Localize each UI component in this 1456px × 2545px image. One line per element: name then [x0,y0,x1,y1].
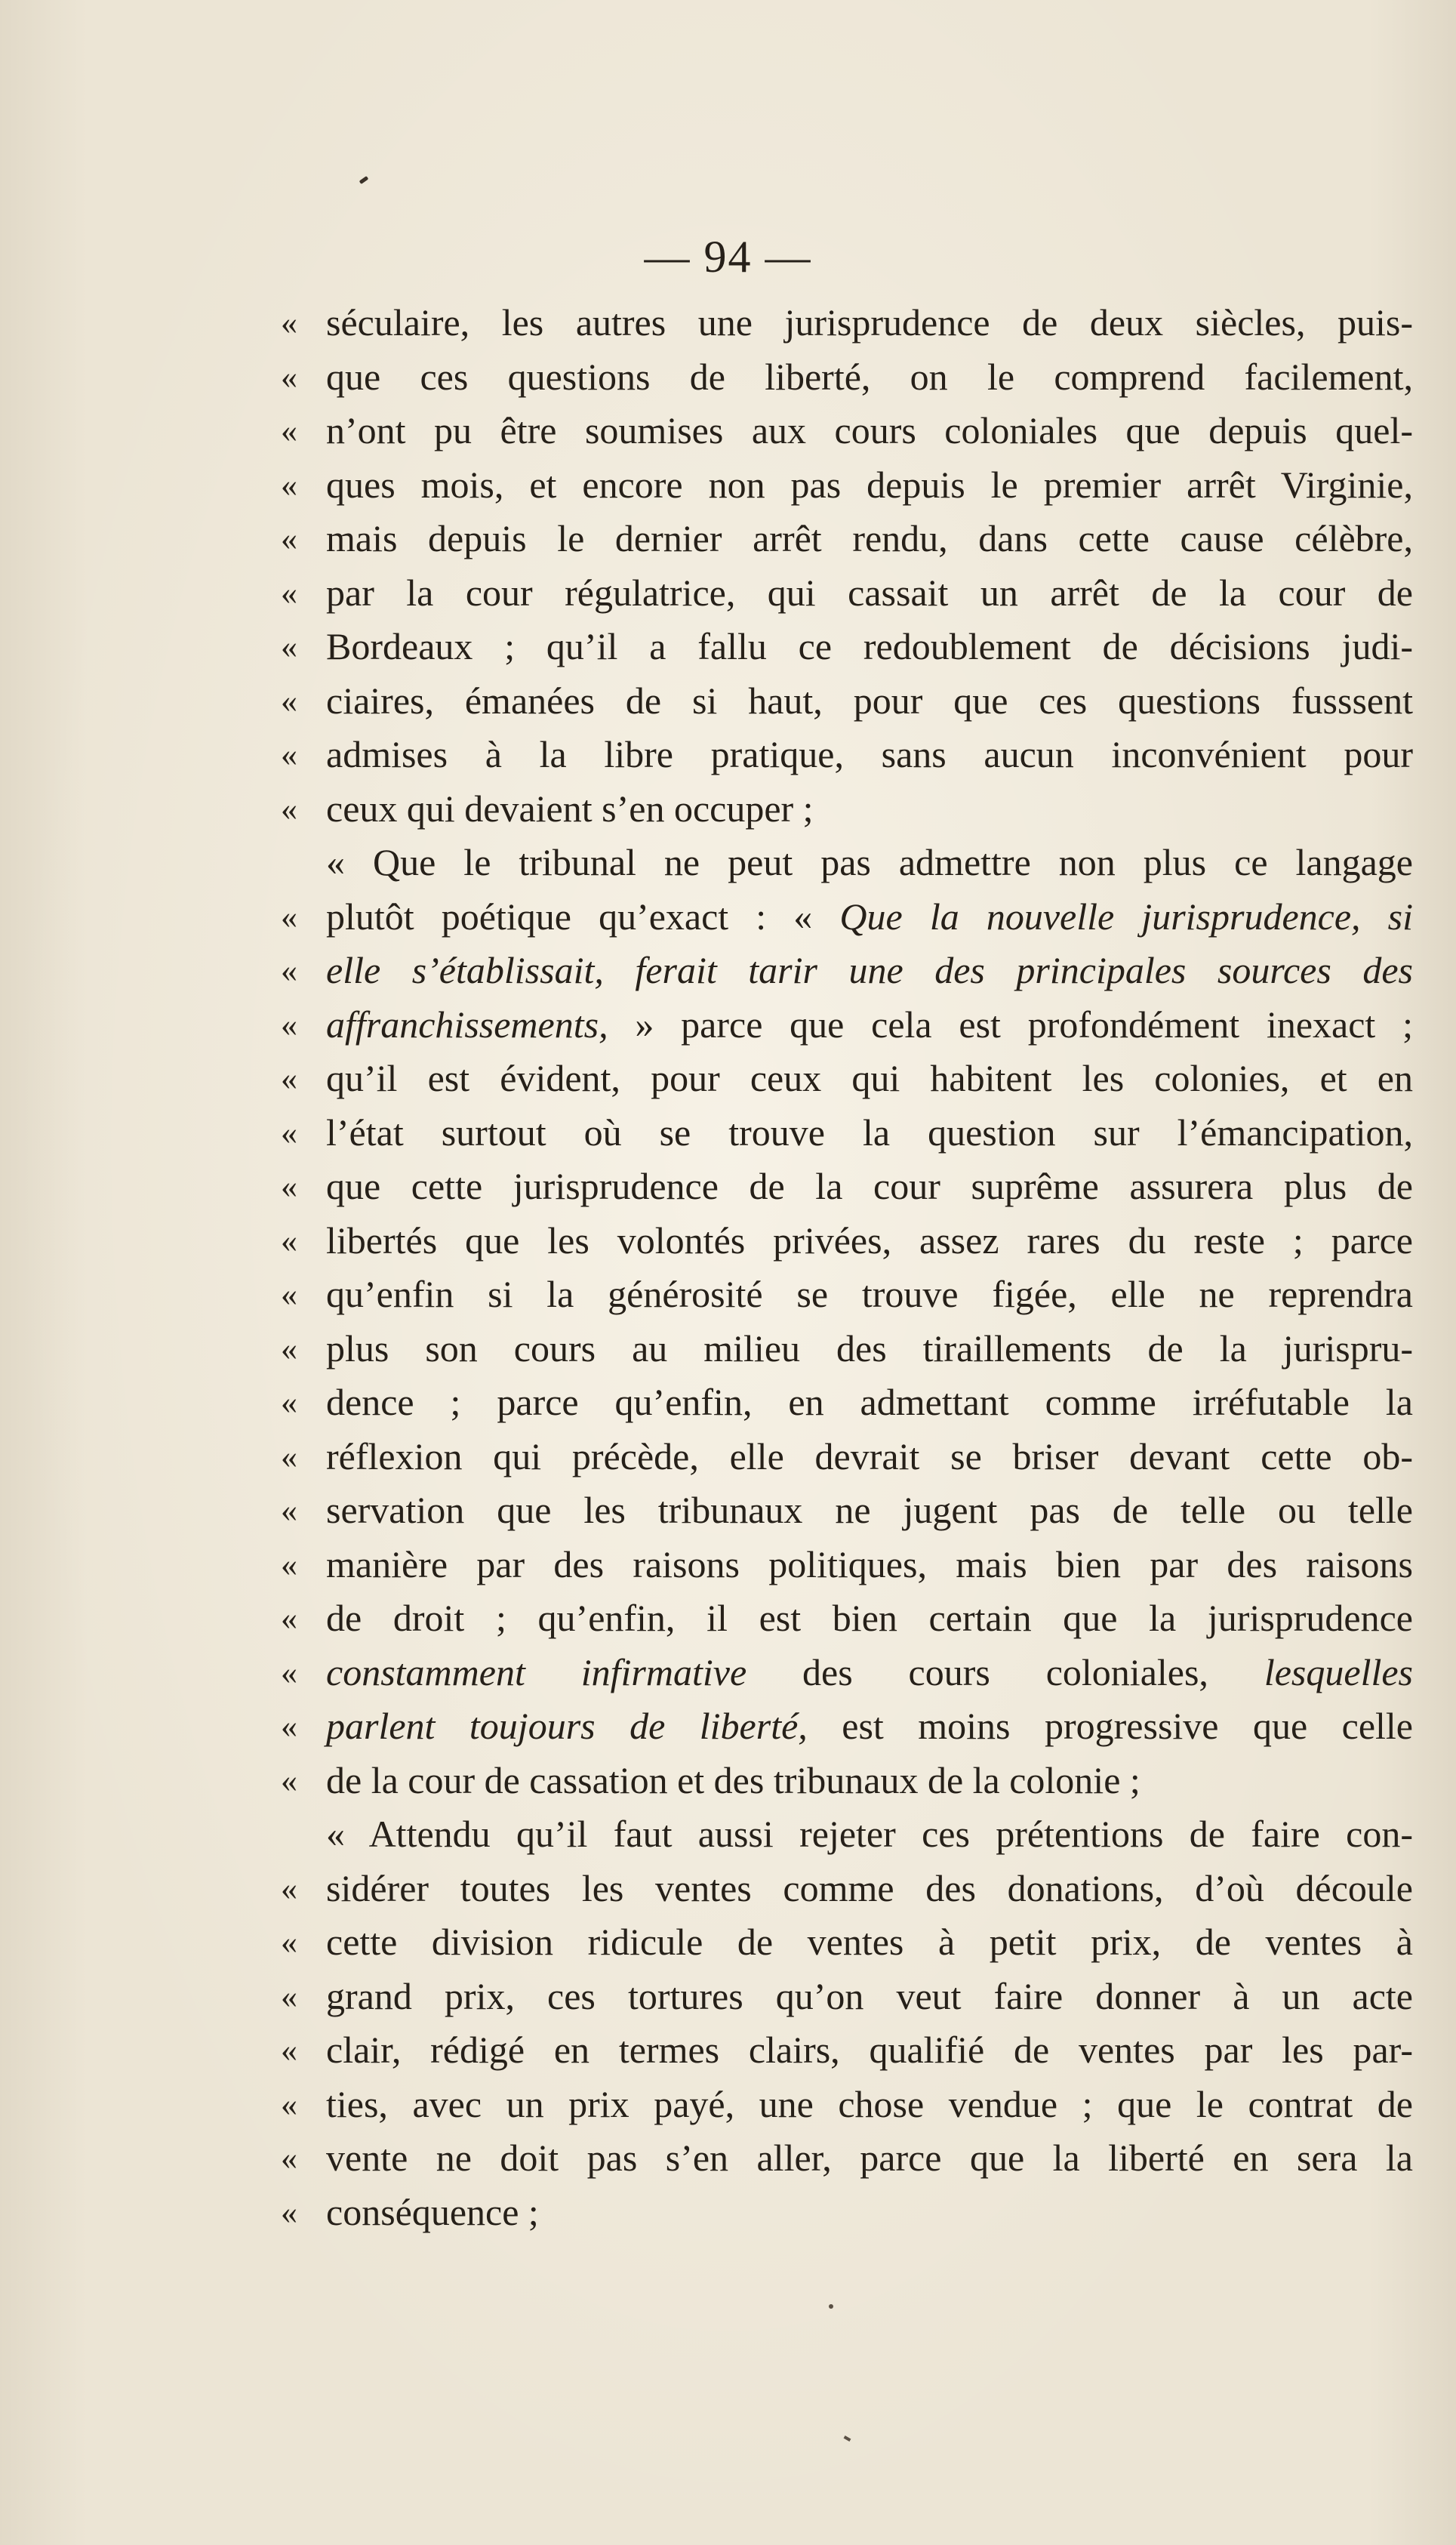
line-text [326,1322,1413,1376]
line-text [326,1754,1413,1808]
line-text [326,1646,1413,1700]
quote-mark: « [281,2085,297,2123]
text-segment: qu’il est évident, pour ceux qui habitent les colonies, et en [326,1057,1413,1099]
quote-mark: « [281,2140,297,2177]
text-segment: libertés que les volontés privées, assez rares du reste ; parce [326,1219,1413,1262]
text-segment: l’état surtout où se trouve la question sur l’émancipation, [326,1111,1413,1154]
text-segment: » parce que cela est profondément inexact ; [608,1003,1413,1046]
text-line [281,1915,1421,1970]
quote-mark: « [281,1869,297,1907]
ink-speck [829,2304,833,2309]
italic-text: parlent toujours de liberté, [326,1705,808,1747]
text-segment: plutôt poétique qu’exact : « [326,895,840,938]
text-line [281,1322,1421,1376]
italic-text: lesquelles [1264,1650,1413,1693]
line-text [326,620,1413,674]
line-text [326,512,1413,566]
text-line [281,296,1421,350]
text-segment: ceux qui devaient s’en occuper ; [326,787,814,830]
text-segment: des cours coloniales, [746,1650,1264,1693]
text-segment: de droit ; qu’enfin, il est bien certain que la jurisprudence [326,1597,1413,1639]
ink-speck [844,2436,851,2442]
text-line [281,1376,1421,1430]
line-text [326,1268,1413,1322]
quote-mark: « [281,412,297,449]
line-text [326,782,1413,837]
quote-mark: « [281,1168,297,1205]
line-text [326,296,1413,350]
quote-mark: « [281,1708,297,1745]
line-text [326,1376,1413,1430]
quote-mark: « [281,1222,297,1259]
quote-mark: « [281,466,297,504]
text-line [281,998,1421,1052]
line-text [326,674,1413,729]
text-line [281,1970,1421,2024]
line-text [326,2186,1413,2240]
quote-mark: « [281,1060,297,1097]
line-text [326,1915,1413,1970]
quote-mark: « [281,304,297,341]
quote-mark: « [281,1492,297,1529]
text-segment: n’ont pu être soumises aux cours coloniales que depuis quel- [326,409,1413,451]
line-text [326,404,1413,458]
quote-mark: « [281,1924,297,1961]
text-segment: admises à la libre pratique, sans aucun inconvénient pour [326,733,1413,775]
line-text [326,1106,1413,1160]
text-line [281,620,1421,674]
quote-mark: « [281,1977,297,2015]
text-segment: est moins progressive que celle [807,1705,1413,1747]
text-segment: grand prix, ces tortures qu’on veut faire donner à un acte [326,1974,1413,2017]
text-segment: ques mois, et encore non pas depuis le premier arrêt Virginie, [326,463,1413,506]
line-text [326,566,1413,621]
ink-mark [359,176,369,184]
text-segment: conséquence ; [326,2190,539,2233]
italic-text: Que la nouvelle jurisprudence, si [839,895,1414,938]
text-line [281,2023,1421,2078]
text-line [281,1052,1421,1106]
line-text [326,1052,1413,1106]
text-segment: clair, rédigé en termes clairs, qualifié de ventes par les par- [326,2029,1413,2071]
line-text [326,1484,1413,1538]
line-text [326,1862,1413,1916]
text-segment: ties, avec un prix payé, une chose vendue ; que le contrat de [326,2082,1413,2125]
text-line [281,836,1421,890]
text-segment: manière par des raisons politiques, mais bien par des raisons [326,1542,1413,1585]
text-line [281,2131,1421,2186]
line-text [326,2023,1413,2078]
text-segment: par la cour régulatrice, qui cassait un arrêt de la cour de [326,571,1413,614]
text-line [281,458,1421,513]
text-segment: dence ; parce qu’enfin, en admettant comme irréfutable la [326,1381,1413,1423]
text-segment: Bordeaux ; qu’il a fallu ce redoublement de décisions judi- [326,625,1413,667]
body-text [281,296,1421,2239]
text-line [281,1430,1421,1484]
text-line [281,1591,1421,1646]
text-line [281,1160,1421,1214]
text-line [281,1538,1421,1592]
quote-mark: « [281,1761,297,1799]
italic-text: constamment infirmative [326,1650,747,1693]
quote-mark: « [281,898,297,935]
text-line [281,1754,1421,1808]
text-line [281,674,1421,729]
text-line [281,1214,1421,1268]
text-line [281,1646,1421,1700]
quote-mark: « [281,358,297,396]
line-text [326,350,1413,405]
text-segment: séculaire, les autres une jurisprudence de deux siècles, puis- [326,301,1413,344]
text-line [281,1862,1421,1916]
text-line [281,2078,1421,2132]
quote-mark: « [281,1600,297,1637]
line-text [326,890,1413,944]
quote-mark: « [281,682,297,719]
text-line [281,404,1421,458]
italic-text: elle s’établissait, ferait tarir une des principales sources des [326,949,1413,991]
line-text [326,1214,1413,1268]
text-line [281,782,1421,837]
line-text [326,2131,1413,2186]
quote-mark: « [281,1114,297,1151]
text-segment: servation que les tribunaux ne jugent pas de telle ou telle [326,1489,1413,1531]
line-text [326,1430,1413,1484]
text-segment: qu’enfin si la générosité se trouve figée, elle ne reprendra [326,1273,1413,1315]
line-text [326,944,1413,998]
quote-mark: « [281,952,297,989]
quote-mark: « [281,1006,297,1043]
text-line [281,1268,1421,1322]
quote-mark: « [281,736,297,773]
line-text [326,1591,1413,1646]
text-line [281,944,1421,998]
text-segment: que ces questions de liberté, on le comprend facilement, [326,355,1413,398]
line-text [326,1970,1413,2024]
text-segment: vente ne doit pas s’en aller, parce que la liberté en sera la [326,2137,1413,2179]
quote-mark: « [281,1384,297,1421]
text-segment: que cette jurisprudence de la cour suprême assurera plus de [326,1165,1413,1207]
text-line [281,2186,1421,2240]
page-number: — 94 — [644,232,812,282]
line-text [326,998,1413,1052]
line-text [326,1807,1413,1862]
text-line [281,1106,1421,1160]
line-text [326,1160,1413,1214]
text-line [281,1484,1421,1538]
text-segment: sidérer toutes les ventes comme des donations, d’où découle [326,1866,1413,1909]
line-text [326,1538,1413,1592]
text-segment: cette division ridicule de ventes à petit prix, de ventes à [326,1921,1413,1963]
quote-mark: « [281,1276,297,1313]
text-segment: mais depuis le dernier arrêt rendu, dans cette cause célèbre, [326,517,1413,559]
line-text [326,728,1413,782]
text-segment: réflexion qui précède, elle devrait se briser devant cette ob- [326,1434,1413,1477]
text-segment: « Attendu qu’il faut aussi rejeter ces prétentions de faire con- [326,1813,1413,1855]
quote-mark: « [281,628,297,665]
text-segment: « Que le tribunal ne peut pas admettre non plus ce langage [326,841,1413,883]
text-line [281,566,1421,621]
italic-text: affranchissements, [326,1003,608,1046]
line-text [326,1699,1413,1754]
text-line [281,1807,1421,1862]
line-text [326,2078,1413,2132]
text-segment: plus son cours au milieu des tiraillements de la jurispru- [326,1326,1413,1370]
quote-mark: « [281,790,297,827]
text-segment: ciaires, émanées de si haut, pour que ces questions fusssent [326,679,1413,722]
text-segment: de la cour de cassation et des tribunaux de la colonie ; [326,1758,1140,1801]
quote-mark: « [281,1330,297,1367]
quote-mark: « [281,1653,297,1691]
quote-mark: « [281,520,297,557]
text-line [281,890,1421,944]
text-line [281,512,1421,566]
line-text [326,458,1413,513]
quote-mark: « [281,2193,297,2231]
line-text [326,836,1413,890]
quote-mark: « [281,2032,297,2069]
quote-mark: « [281,1437,297,1475]
text-line [281,350,1421,405]
quote-mark: « [281,1545,297,1583]
text-line [281,1699,1421,1754]
quote-mark: « [281,574,297,612]
text-line [281,728,1421,782]
